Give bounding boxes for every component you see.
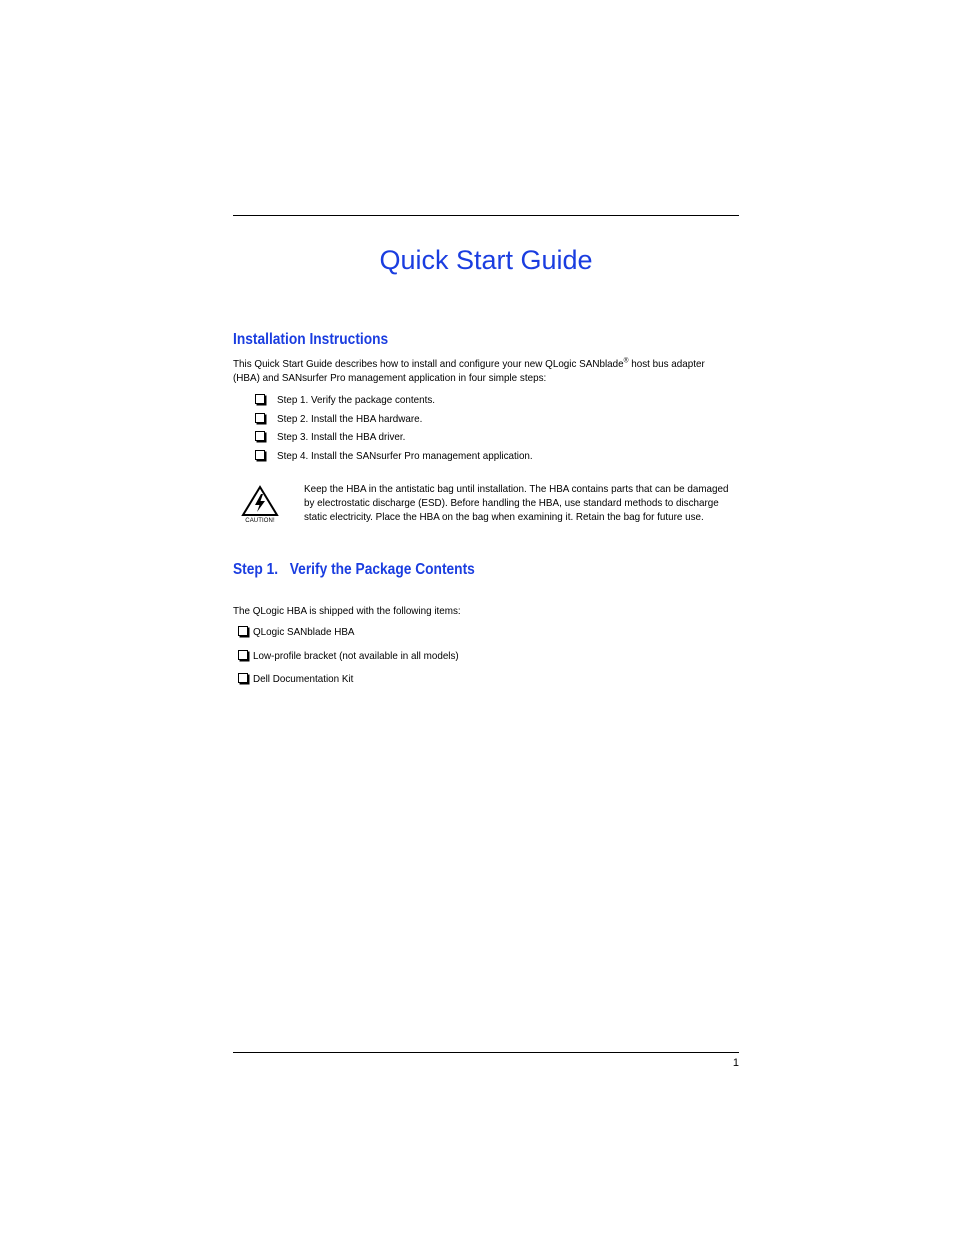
footer-rule <box>233 1052 739 1053</box>
step1-heading <box>233 561 475 579</box>
list-item <box>238 672 472 696</box>
step1-intro: The QLogic HBA is shipped with the following items: <box>233 605 461 617</box>
checkbox-bullet-icon <box>238 626 248 636</box>
list-item-label: Step 1. Verify the package contents. <box>277 394 436 406</box>
intro-text-end: host bus adapter (HBA) and SANsurfer Pro management application in four simple steps: <box>233 358 705 384</box>
list-item <box>238 649 472 673</box>
list-item-label: Dell Documentation Kit <box>253 673 354 685</box>
list-item <box>255 430 549 449</box>
list-item-label: Step 3. Install the HBA driver. <box>277 431 406 444</box>
step1-title: Verify the Package Contents <box>289 561 475 578</box>
step1-number: Step 1. <box>233 561 279 578</box>
list-item <box>238 625 472 649</box>
checkbox-bullet-icon <box>255 413 265 423</box>
list-item <box>255 449 549 468</box>
checkbox-bullet-icon <box>255 450 265 460</box>
header-rule <box>233 215 739 216</box>
list-item-label: Low-profile bracket (not available in all models) <box>253 649 459 662</box>
lightning-warning-icon <box>240 485 280 517</box>
installation-steps-list <box>255 393 549 468</box>
list-item-label: Step 4. Install the SANsurfer Pro management application. <box>277 450 533 463</box>
registered-mark: ® <box>623 357 629 365</box>
intro-text-start: This Quick Start Guide describes how to install and configure your new QLogic SANblade <box>233 358 624 370</box>
list-item <box>255 412 549 431</box>
checkbox-bullet-icon <box>238 673 248 683</box>
caution-label: CAUTION! <box>245 518 275 524</box>
caution-text: Keep the HBA in the antistatic bag until installation. The HBA contains parts that can be damaged by electrostatic discharge (ESD). Before handling the HBA, use standard methods to discharge static electricity. Place the HBA on the bag when examining it. Retain the bag for future use. <box>304 483 729 523</box>
installation-intro <box>233 357 722 385</box>
checkbox-bullet-icon <box>238 650 248 660</box>
page-title: Quick Start Guide <box>379 245 593 275</box>
installation-heading: Installation Instructions <box>233 331 389 348</box>
list-item-label: Step 2. Install the HBA hardware. <box>277 412 423 425</box>
list-item <box>255 393 549 412</box>
checkbox-bullet-icon <box>255 394 265 404</box>
caution-callout-icon-block <box>240 485 280 527</box>
page-number: 1 <box>732 1057 739 1069</box>
list-item-label: QLogic SANblade HBA <box>253 626 355 638</box>
package-contents-list <box>238 625 472 696</box>
checkbox-bullet-icon <box>255 431 265 441</box>
